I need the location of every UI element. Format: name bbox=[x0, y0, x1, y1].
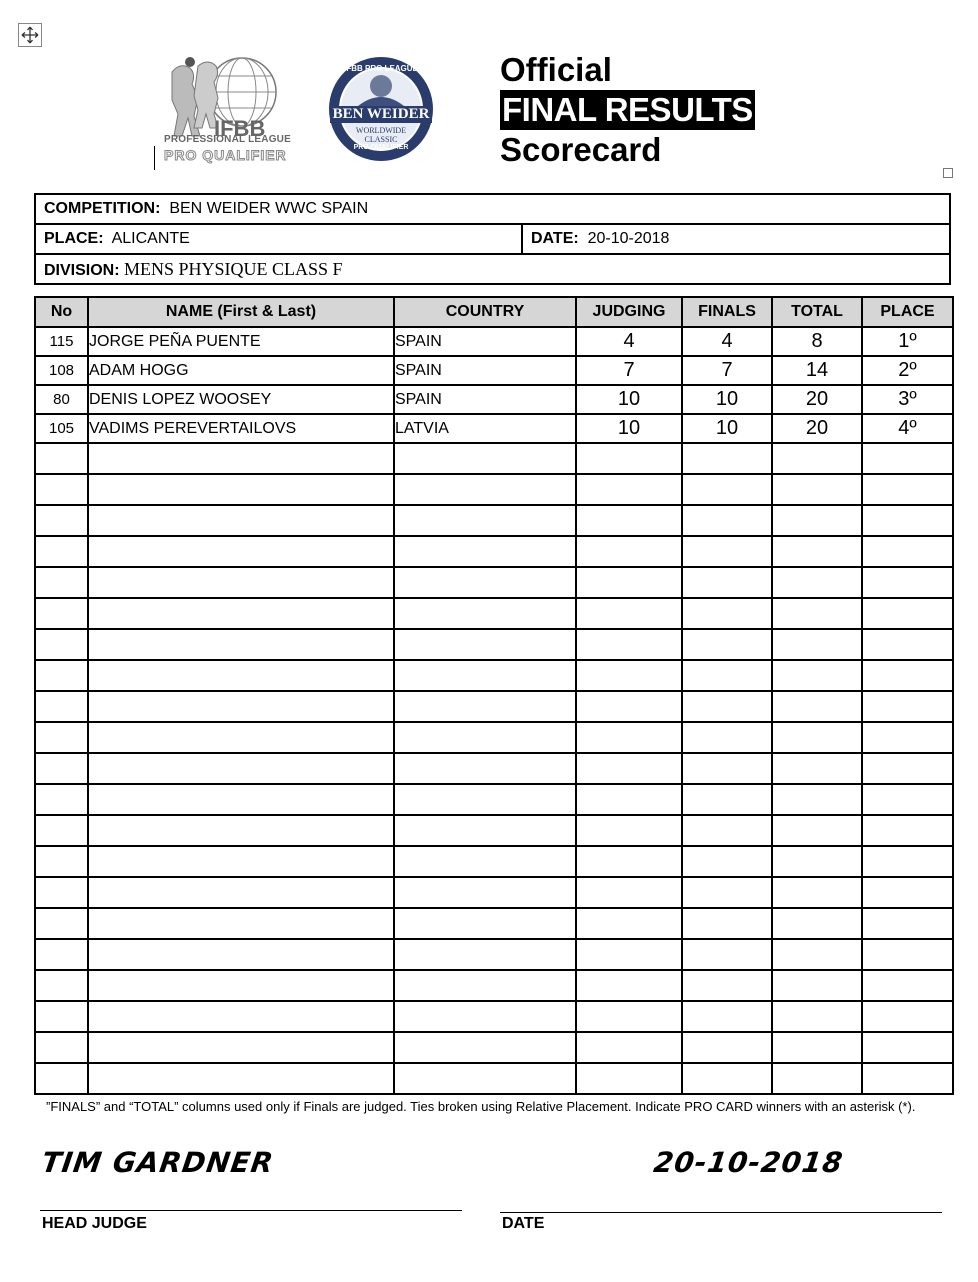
competition-cell[interactable] bbox=[36, 195, 368, 223]
title-scorecard: Scorecard bbox=[500, 131, 662, 168]
empty-cell-place[interactable] bbox=[862, 753, 953, 784]
empty-cell-name[interactable] bbox=[88, 939, 394, 970]
handwritten-date: 20-10-2018 bbox=[651, 1146, 846, 1179]
empty-cell-finals[interactable] bbox=[682, 598, 772, 629]
bw-logo-bottom-text: PRO QUALIFIER bbox=[353, 144, 409, 151]
empty-cell-name[interactable] bbox=[88, 536, 394, 567]
empty-cell-name[interactable] bbox=[88, 877, 394, 908]
empty-cell-total[interactable] bbox=[772, 474, 862, 505]
place-cell[interactable] bbox=[36, 225, 190, 253]
cell-finals[interactable]: 4 bbox=[682, 327, 772, 356]
empty-cell-judging[interactable] bbox=[576, 1063, 682, 1094]
empty-cell-no[interactable] bbox=[35, 846, 88, 877]
empty-cell-finals[interactable] bbox=[682, 443, 772, 474]
empty-cell-name[interactable] bbox=[88, 1001, 394, 1032]
empty-cell-no[interactable] bbox=[35, 691, 88, 722]
cell-name[interactable]: DENIS LOPEZ WOOSEY bbox=[88, 385, 394, 414]
empty-cell-country[interactable] bbox=[394, 970, 576, 1001]
empty-cell-place[interactable] bbox=[862, 877, 953, 908]
empty-cell-judging[interactable] bbox=[576, 784, 682, 815]
empty-cell-total[interactable] bbox=[772, 691, 862, 722]
empty-table-row bbox=[35, 784, 953, 815]
empty-cell-country[interactable] bbox=[394, 722, 576, 753]
header-finals: FINALS bbox=[682, 297, 772, 327]
cell-total[interactable]: 20 bbox=[772, 414, 862, 443]
empty-cell-total[interactable] bbox=[772, 939, 862, 970]
empty-cell-judging[interactable] bbox=[576, 598, 682, 629]
header-country: COUNTRY bbox=[394, 297, 576, 327]
empty-cell-no[interactable] bbox=[35, 753, 88, 784]
empty-cell-no[interactable] bbox=[35, 567, 88, 598]
empty-cell-total[interactable] bbox=[772, 784, 862, 815]
empty-table-row bbox=[35, 567, 953, 598]
empty-cell-country[interactable] bbox=[394, 567, 576, 598]
empty-cell-finals[interactable] bbox=[682, 567, 772, 598]
empty-cell-no[interactable] bbox=[35, 1032, 88, 1063]
ben-weider-classic-logo bbox=[326, 56, 436, 162]
empty-cell-total[interactable] bbox=[772, 970, 862, 1001]
empty-cell-name[interactable] bbox=[88, 815, 394, 846]
empty-cell-place[interactable] bbox=[862, 567, 953, 598]
empty-cell-no[interactable] bbox=[35, 536, 88, 567]
empty-cell-judging[interactable] bbox=[576, 474, 682, 505]
text-cursor bbox=[154, 146, 155, 170]
empty-table-row bbox=[35, 1032, 953, 1063]
table-header-row bbox=[35, 297, 953, 327]
cell-no[interactable]: 108 bbox=[35, 356, 88, 385]
empty-cell-country[interactable] bbox=[394, 691, 576, 722]
division-row bbox=[36, 255, 949, 285]
empty-cell-finals[interactable] bbox=[682, 784, 772, 815]
empty-table-row bbox=[35, 722, 953, 753]
ifbb-logo-qualifier: PRO QUALIFIER bbox=[164, 147, 287, 163]
judge-signature-line bbox=[40, 1210, 462, 1211]
empty-cell-finals[interactable] bbox=[682, 1001, 772, 1032]
empty-cell-country[interactable] bbox=[394, 939, 576, 970]
date-label: DATE: bbox=[531, 230, 579, 247]
empty-cell-place[interactable] bbox=[862, 908, 953, 939]
empty-cell-finals[interactable] bbox=[682, 846, 772, 877]
ifbb-logo-subtext: PROFESSIONAL LEAGUE bbox=[164, 134, 291, 145]
date-signature-line bbox=[500, 1212, 942, 1213]
header-total: TOTAL bbox=[772, 297, 862, 327]
empty-cell-finals[interactable] bbox=[682, 815, 772, 846]
empty-cell-finals[interactable] bbox=[682, 753, 772, 784]
empty-table-row bbox=[35, 505, 953, 536]
empty-cell-total[interactable] bbox=[772, 846, 862, 877]
empty-cell-total[interactable] bbox=[772, 908, 862, 939]
competition-info-box bbox=[34, 193, 951, 285]
empty-cell-judging[interactable] bbox=[576, 846, 682, 877]
empty-cell-country[interactable] bbox=[394, 784, 576, 815]
table-resize-handle[interactable] bbox=[943, 168, 953, 178]
empty-cell-name[interactable] bbox=[88, 846, 394, 877]
empty-cell-total[interactable] bbox=[772, 1032, 862, 1063]
empty-cell-finals[interactable] bbox=[682, 1032, 772, 1063]
empty-cell-place[interactable] bbox=[862, 505, 953, 536]
empty-cell-country[interactable] bbox=[394, 1032, 576, 1063]
empty-cell-no[interactable] bbox=[35, 1063, 88, 1094]
empty-table-row bbox=[35, 691, 953, 722]
empty-cell-no[interactable] bbox=[35, 908, 88, 939]
table-row bbox=[35, 414, 953, 443]
empty-cell-finals[interactable] bbox=[682, 877, 772, 908]
empty-cell-place[interactable] bbox=[862, 1032, 953, 1063]
empty-table-row bbox=[35, 660, 953, 691]
cell-total[interactable]: 20 bbox=[772, 385, 862, 414]
division-cell[interactable] bbox=[36, 255, 343, 283]
empty-cell-judging[interactable] bbox=[576, 1032, 682, 1063]
empty-table-row bbox=[35, 753, 953, 784]
empty-table-row bbox=[35, 474, 953, 505]
empty-cell-place[interactable] bbox=[862, 443, 953, 474]
empty-cell-place[interactable] bbox=[862, 629, 953, 660]
empty-cell-name[interactable] bbox=[88, 474, 394, 505]
competition-value: BEN WEIDER WWC SPAIN bbox=[169, 200, 369, 217]
place-label: PLACE: bbox=[44, 230, 104, 247]
bw-logo-top-text: IFBB PRO LEAGUE bbox=[344, 64, 418, 73]
empty-table-row bbox=[35, 939, 953, 970]
empty-cell-name[interactable] bbox=[88, 753, 394, 784]
empty-cell-place[interactable] bbox=[862, 815, 953, 846]
empty-cell-place[interactable] bbox=[862, 474, 953, 505]
cell-finals[interactable]: 10 bbox=[682, 414, 772, 443]
empty-cell-name[interactable] bbox=[88, 908, 394, 939]
empty-cell-no[interactable] bbox=[35, 660, 88, 691]
empty-cell-no[interactable] bbox=[35, 939, 88, 970]
head-judge-label: HEAD JUDGE bbox=[42, 1215, 147, 1232]
cell-country[interactable]: SPAIN bbox=[394, 356, 576, 385]
empty-cell-judging[interactable] bbox=[576, 722, 682, 753]
ifbb-pro-league-logo bbox=[160, 50, 305, 170]
empty-cell-judging[interactable] bbox=[576, 877, 682, 908]
empty-cell-name[interactable] bbox=[88, 970, 394, 1001]
empty-table-row bbox=[35, 846, 953, 877]
empty-cell-judging[interactable] bbox=[576, 660, 682, 691]
empty-cell-country[interactable] bbox=[394, 753, 576, 784]
empty-cell-place[interactable] bbox=[862, 598, 953, 629]
cell-place[interactable]: 2º bbox=[862, 356, 953, 385]
table-row bbox=[35, 327, 953, 356]
cell-finals[interactable]: 10 bbox=[682, 385, 772, 414]
ifbb-logo-text: IFBB bbox=[214, 116, 266, 141]
date-footer-label: DATE bbox=[502, 1215, 545, 1232]
empty-cell-name[interactable] bbox=[88, 1032, 394, 1063]
empty-cell-no[interactable] bbox=[35, 815, 88, 846]
empty-cell-country[interactable] bbox=[394, 877, 576, 908]
cell-judging[interactable]: 4 bbox=[576, 327, 682, 356]
header-judging: JUDGING bbox=[576, 297, 682, 327]
header-place: PLACE bbox=[862, 297, 953, 327]
empty-cell-place[interactable] bbox=[862, 1063, 953, 1094]
empty-cell-judging[interactable] bbox=[576, 536, 682, 567]
empty-cell-total[interactable] bbox=[772, 815, 862, 846]
empty-cell-country[interactable] bbox=[394, 474, 576, 505]
cell-country[interactable]: SPAIN bbox=[394, 327, 576, 356]
empty-cell-total[interactable] bbox=[772, 877, 862, 908]
empty-cell-no[interactable] bbox=[35, 970, 88, 1001]
empty-table-row bbox=[35, 598, 953, 629]
title-final-results: FINAL RESULTS bbox=[502, 91, 753, 128]
empty-cell-judging[interactable] bbox=[576, 815, 682, 846]
empty-cell-total[interactable] bbox=[772, 567, 862, 598]
empty-cell-country[interactable] bbox=[394, 505, 576, 536]
empty-cell-finals[interactable] bbox=[682, 722, 772, 753]
empty-cell-place[interactable] bbox=[862, 722, 953, 753]
empty-cell-country[interactable] bbox=[394, 660, 576, 691]
empty-cell-name[interactable] bbox=[88, 691, 394, 722]
cell-no[interactable]: 105 bbox=[35, 414, 88, 443]
table-move-handle-icon[interactable] bbox=[18, 23, 42, 47]
cell-name[interactable]: JORGE PEÑA PUENTE bbox=[88, 327, 394, 356]
place-value: ALICANTE bbox=[111, 230, 190, 247]
empty-cell-judging[interactable] bbox=[576, 691, 682, 722]
empty-cell-no[interactable] bbox=[35, 505, 88, 536]
empty-table-row bbox=[35, 443, 953, 474]
place-date-row bbox=[36, 225, 949, 255]
cell-judging[interactable]: 10 bbox=[576, 385, 682, 414]
empty-cell-total[interactable] bbox=[772, 536, 862, 567]
empty-cell-country[interactable] bbox=[394, 443, 576, 474]
empty-table-row bbox=[35, 1063, 953, 1094]
empty-cell-judging[interactable] bbox=[576, 970, 682, 1001]
footnote: ”FINALS” and “TOTAL” columns used only if Finals are judged. Ties broken using Relative Placement. Indicate PRO CARD winners with an asterisk (*). bbox=[46, 1099, 916, 1114]
empty-cell-total[interactable] bbox=[772, 753, 862, 784]
cell-country[interactable]: SPAIN bbox=[394, 385, 576, 414]
empty-cell-place[interactable] bbox=[862, 939, 953, 970]
empty-cell-country[interactable] bbox=[394, 1063, 576, 1094]
empty-cell-finals[interactable] bbox=[682, 660, 772, 691]
cell-finals[interactable]: 7 bbox=[682, 356, 772, 385]
bw-logo-subtitle: WORLDWIDE CLASSIC bbox=[355, 126, 407, 144]
empty-cell-no[interactable] bbox=[35, 474, 88, 505]
empty-cell-name[interactable] bbox=[88, 443, 394, 474]
empty-table-row bbox=[35, 815, 953, 846]
empty-table-row bbox=[35, 1001, 953, 1032]
empty-cell-total[interactable] bbox=[772, 1063, 862, 1094]
empty-cell-finals[interactable] bbox=[682, 474, 772, 505]
cell-place[interactable]: 4º bbox=[862, 414, 953, 443]
empty-cell-no[interactable] bbox=[35, 629, 88, 660]
empty-cell-place[interactable] bbox=[862, 691, 953, 722]
empty-table-row bbox=[35, 970, 953, 1001]
empty-cell-name[interactable] bbox=[88, 784, 394, 815]
cell-name[interactable]: VADIMS PEREVERTAILOVS bbox=[88, 414, 394, 443]
empty-cell-judging[interactable] bbox=[576, 443, 682, 474]
empty-cell-country[interactable] bbox=[394, 815, 576, 846]
empty-cell-judging[interactable] bbox=[576, 1001, 682, 1032]
cell-place[interactable]: 3º bbox=[862, 385, 953, 414]
empty-cell-name[interactable] bbox=[88, 598, 394, 629]
empty-cell-no[interactable] bbox=[35, 1001, 88, 1032]
empty-cell-place[interactable] bbox=[862, 1001, 953, 1032]
division-value: MENS PHYSIQUE CLASS F bbox=[124, 259, 343, 279]
cell-no[interactable]: 80 bbox=[35, 385, 88, 414]
cell-place[interactable]: 1º bbox=[862, 327, 953, 356]
empty-cell-no[interactable] bbox=[35, 443, 88, 474]
empty-cell-finals[interactable] bbox=[682, 629, 772, 660]
empty-cell-country[interactable] bbox=[394, 908, 576, 939]
empty-cell-total[interactable] bbox=[772, 660, 862, 691]
empty-cell-place[interactable] bbox=[862, 784, 953, 815]
empty-cell-total[interactable] bbox=[772, 505, 862, 536]
bw-logo-name: BEN WEIDER bbox=[330, 106, 432, 123]
empty-cell-total[interactable] bbox=[772, 443, 862, 474]
cell-judging[interactable]: 10 bbox=[576, 414, 682, 443]
empty-cell-place[interactable] bbox=[862, 536, 953, 567]
empty-cell-name[interactable] bbox=[88, 505, 394, 536]
empty-cell-no[interactable] bbox=[35, 784, 88, 815]
empty-cell-country[interactable] bbox=[394, 846, 576, 877]
empty-cell-total[interactable] bbox=[772, 629, 862, 660]
empty-cell-judging[interactable] bbox=[576, 908, 682, 939]
empty-cell-judging[interactable] bbox=[576, 939, 682, 970]
empty-table-row bbox=[35, 908, 953, 939]
empty-cell-finals[interactable] bbox=[682, 970, 772, 1001]
empty-cell-place[interactable] bbox=[862, 846, 953, 877]
results-table bbox=[34, 296, 954, 1095]
empty-cell-total[interactable] bbox=[772, 1001, 862, 1032]
empty-cell-name[interactable] bbox=[88, 567, 394, 598]
empty-cell-no[interactable] bbox=[35, 877, 88, 908]
empty-cell-finals[interactable] bbox=[682, 939, 772, 970]
table-row bbox=[35, 356, 953, 385]
empty-cell-place[interactable] bbox=[862, 660, 953, 691]
division-label: DIVISION: bbox=[44, 262, 120, 279]
empty-cell-name[interactable] bbox=[88, 660, 394, 691]
empty-cell-judging[interactable] bbox=[576, 505, 682, 536]
cell-name[interactable]: ADAM HOGG bbox=[88, 356, 394, 385]
empty-cell-country[interactable] bbox=[394, 598, 576, 629]
competition-label: COMPETITION: bbox=[44, 200, 161, 217]
header-name: NAME (First & Last) bbox=[88, 297, 394, 327]
empty-cell-no[interactable] bbox=[35, 722, 88, 753]
empty-table-row bbox=[35, 536, 953, 567]
empty-cell-name[interactable] bbox=[88, 1063, 394, 1094]
competition-row bbox=[36, 195, 949, 225]
empty-cell-country[interactable] bbox=[394, 629, 576, 660]
empty-cell-name[interactable] bbox=[88, 629, 394, 660]
empty-cell-judging[interactable] bbox=[576, 753, 682, 784]
cell-no[interactable]: 115 bbox=[35, 327, 88, 356]
empty-cell-total[interactable] bbox=[772, 598, 862, 629]
empty-cell-total[interactable] bbox=[772, 722, 862, 753]
empty-cell-finals[interactable] bbox=[682, 1063, 772, 1094]
cell-judging[interactable]: 7 bbox=[576, 356, 682, 385]
empty-cell-country[interactable] bbox=[394, 536, 576, 567]
cell-total[interactable]: 8 bbox=[772, 327, 862, 356]
empty-cell-no[interactable] bbox=[35, 598, 88, 629]
empty-cell-country[interactable] bbox=[394, 1001, 576, 1032]
date-cell[interactable] bbox=[523, 225, 669, 253]
header-no: No bbox=[35, 297, 88, 327]
empty-cell-name[interactable] bbox=[88, 722, 394, 753]
table-row bbox=[35, 385, 953, 414]
date-value: 20-10-2018 bbox=[587, 230, 670, 247]
empty-cell-finals[interactable] bbox=[682, 691, 772, 722]
cell-country[interactable]: LATVIA bbox=[394, 414, 576, 443]
empty-cell-finals[interactable] bbox=[682, 505, 772, 536]
empty-cell-place[interactable] bbox=[862, 970, 953, 1001]
empty-table-row bbox=[35, 629, 953, 660]
empty-cell-finals[interactable] bbox=[682, 536, 772, 567]
empty-cell-judging[interactable] bbox=[576, 567, 682, 598]
empty-cell-finals[interactable] bbox=[682, 908, 772, 939]
empty-table-row bbox=[35, 877, 953, 908]
empty-cell-judging[interactable] bbox=[576, 629, 682, 660]
title-official: Official bbox=[500, 51, 612, 88]
cell-total[interactable]: 14 bbox=[772, 356, 862, 385]
head-judge-signature: TIM GARDNER bbox=[39, 1146, 277, 1179]
